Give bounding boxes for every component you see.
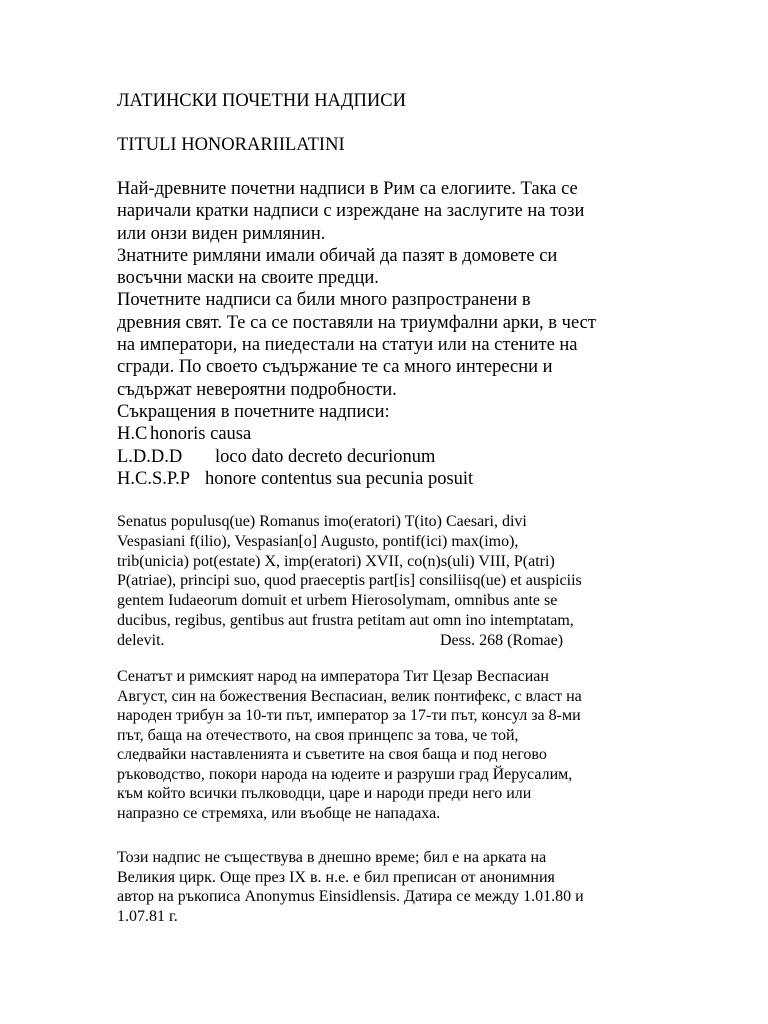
document-title: ЛАТИНСКИ ПОЧЕТНИ НАДПИСИ [117,91,406,111]
intro-line: съдържат невероятни подробности. [117,379,397,400]
translation-line: ръководство, покори народа на юдеите и разруши град Йерусалим, [117,765,573,783]
translation-line: народен трибун за 10-ти път, император за 17-ти път, консул за 8-ми [117,707,581,724]
abbreviation-meaning: honore contentus sua pecunia posuit [205,468,474,489]
abbreviation-row [117,446,717,468]
note-line: Великия цирк. Още през IX в. н.е. е бил преписан от анонимния [117,868,555,886]
translation-line: Август, син на божествения Веспасиан, велик понтифекс, с власт на [117,687,582,705]
intro-section [117,178,717,490]
latin-line: Senatus populusq(ue) Romanus imo(eratori) T(ito) Caesari, divi [117,513,527,530]
intro-line: древния свят. Те са се поставяли на триумфални арки, в чест [117,312,596,333]
latin-inscription [117,512,717,651]
document-subtitle-latin: TITULI HONORARIILATINI [117,135,345,155]
translation-line: Сенатът и римският народ на императора Тит Цезар Веспасиан [117,668,549,685]
intro-line: Най-древните почетни надписи в Рим са елогиите. Така се [117,179,578,199]
note-line: 1.07.81 г. [117,907,178,925]
translation-section [117,667,717,823]
latin-line: P(atriae), principi suo, quod praeceptis part[is] consiliisq(ue) et auspiciis [117,572,582,590]
abbreviation-meaning: honoris causa [150,424,252,445]
latin-line: Vespasiani f(ilio), Vespasian[o] Augusto, pontif(ici) max(imo), [117,532,519,550]
abbreviation-meaning: loco dato decreto decurionum [215,446,436,467]
inscription-reference: Dess. 268 (Romae) [440,631,564,649]
abbreviation-row [117,468,717,490]
translation-line: напразно се стремяха, или въобще не нападаха. [117,804,441,822]
intro-line: на императори, на пиедестали на статуи или на стените на [117,335,578,356]
intro-line: сгради. По своето съдържание те са много интересни и [117,357,553,378]
latin-line: trib(unicia) pot(estate) X, imp(eratori) XVII, co(n)s(uli) VIII, P(atri) [117,552,555,570]
intro-line: Знатните римляни имали обичай да пазят в домовете си [117,245,558,266]
latin-line: ducibus, regibus, gentibus aut frustra petitam aut omn ino intemptatam, [117,611,574,629]
translation-line: път, баща на отечеството, на своя принцепс за това, че той, [117,726,519,744]
abbreviation-key: H.C.S.P.P [117,468,191,489]
intro-line: наричали кратки надписи с изреждане на заслугите на този [117,201,585,222]
latin-line-last [117,631,717,651]
note-section [117,848,717,926]
intro-line: Почетните надписи са били много разпространени в [117,290,531,311]
latin-line: delevit. [117,631,165,649]
intro-line: Съкращения в почетните надписи: [117,401,390,422]
abbreviation-row [117,423,717,445]
note-line: автор на ръкописа Anonymus Einsidlensis. Датира се между 1.01.80 и [117,888,584,905]
translation-line: към който всички пълководци, царе и народи преди него или [117,785,532,802]
note-line: Този надпис не съществува в днешно време; бил е на арката на [117,849,547,866]
translation-line: следвайки наставленията и съветите на своя баща и под негово [117,746,547,763]
latin-line: gentem Iudaeorum domuit et urbem Hierosolymam, omnibus ante se [117,592,558,610]
abbreviation-key: L.D.D.D [117,446,183,467]
intro-line: или онзи виден римлянин. [117,223,326,244]
intro-line: восъчни маски на своите предци. [117,268,379,289]
abbreviation-key: H.C [117,424,148,445]
